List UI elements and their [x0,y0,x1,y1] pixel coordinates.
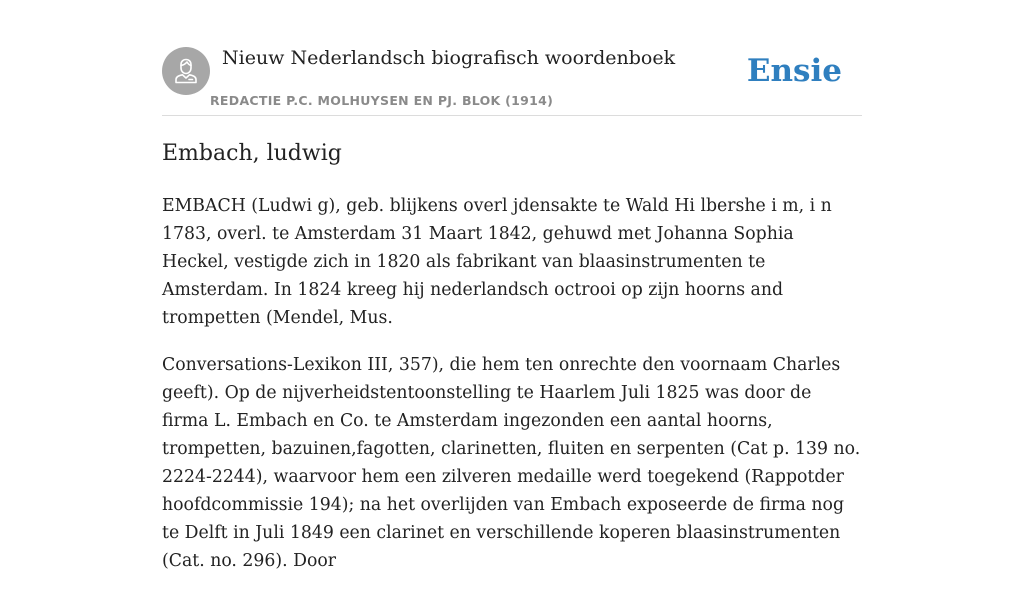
user-icon [171,56,201,86]
book-subtitle: REDACTIE P.C. MOLHUYSEN EN PJ. BLOK (1914) [210,93,554,108]
book-title[interactable]: Nieuw Nederlandsch biografisch woordenboek [222,47,676,69]
avatar[interactable] [162,47,210,95]
entry-title: Embach, ludwig [162,141,342,166]
ensie-logo[interactable]: Ensie [746,53,842,89]
entry-paragraph: EMBACH (Ludwi g), geb. blijkens overl jdensakte te Wald Hi lbershe i m, i n 1783, overl. te Amsterdam 31 Maart 1842, gehuwd met Johanna Sophia Heckel, vestigde zich in 1820 als fabrikant van blaasinstrumenten te Amsterdam. In 1824 kreeg hij nederlandsch octrooi op zijn hoorns and trompetten (Mendel, Mus. [162,196,832,328]
entry-paragraph: Conversations-Lexikon III, 357), die hem ten onrechte den voornaam Charles geeft). Op de nijverheidstentoonstelling te Haarlem Juli 1825 was door de firma L. Embach en Co. te Amsterdam ingezonden een aantal hoorns, trompetten, bazuinen,fagotten, clarinetten, fluiten en serpenten (Cat p. 139 no. 2224-2244), waarvoor hem een zilveren medaille werd toegekend (Rappotder hoofdcommissie 194); na het overlijden van Embach exposeerde de firma nog te Delft in Juli 1849 een clarinet en verschillende koperen blaasinstrumenten (Cat. no. 296). Door [162,355,861,571]
header [162,46,862,116]
entry-body [162,192,862,594]
